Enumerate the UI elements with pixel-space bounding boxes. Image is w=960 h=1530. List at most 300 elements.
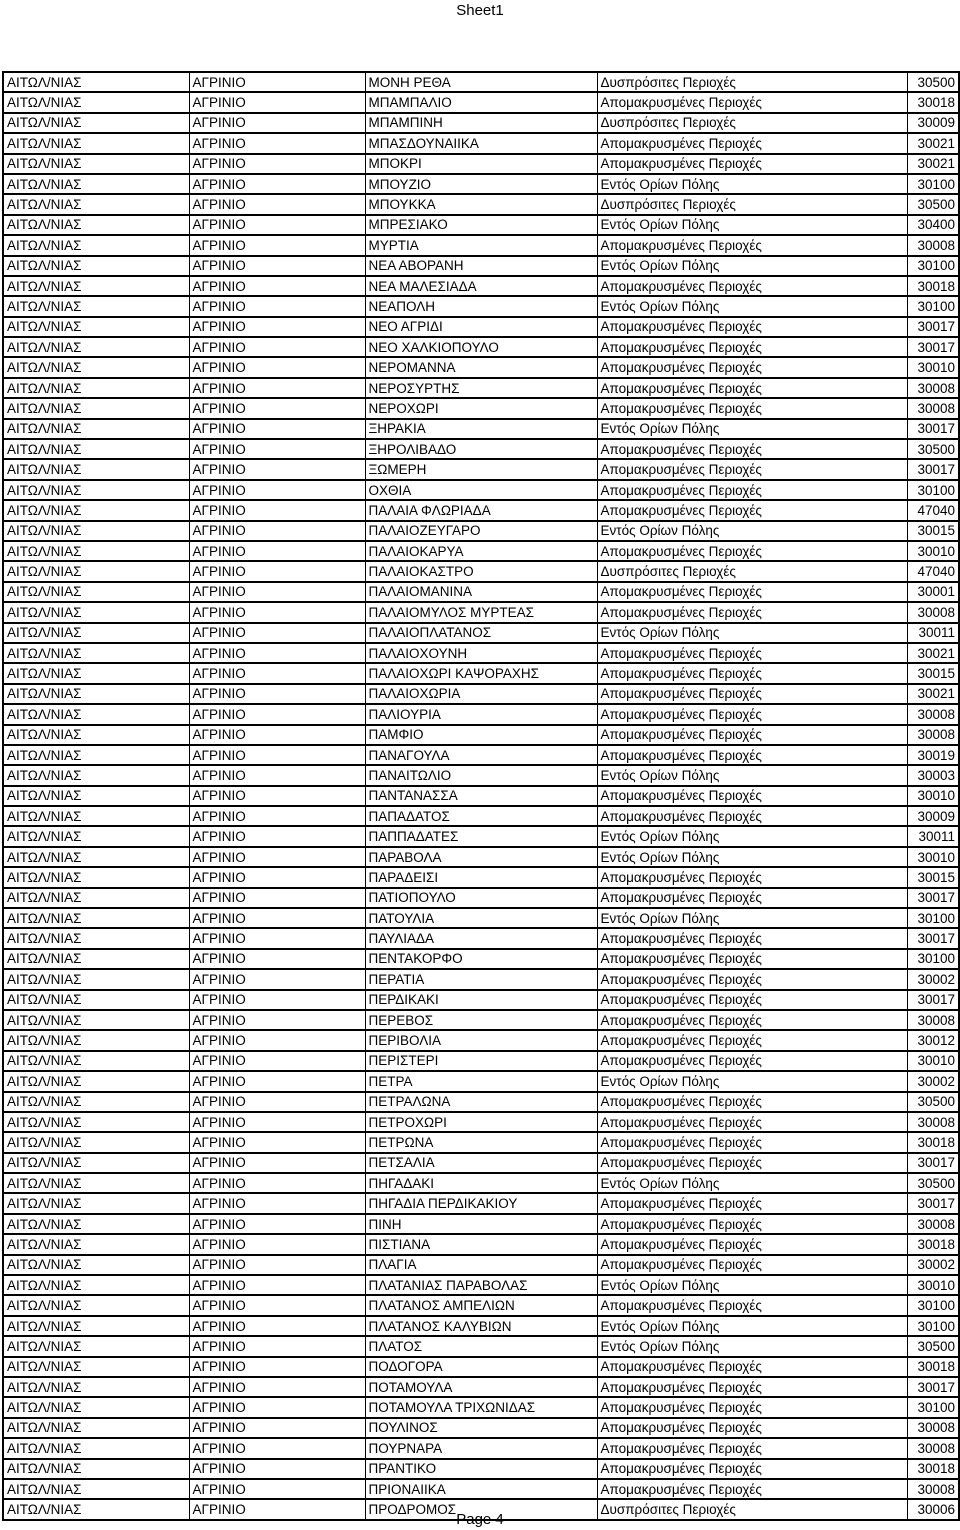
city-cell: ΑΓΡΙΝΙΟ bbox=[189, 1418, 365, 1438]
postal-code-cell: 30008 bbox=[907, 1479, 959, 1499]
prefecture-cell: ΑΙΤΩΛ/ΝΙΑΣ bbox=[3, 928, 189, 948]
prefecture-cell: ΑΙΤΩΛ/ΝΙΑΣ bbox=[3, 582, 189, 602]
city-cell: ΑΓΡΙΝΙΟ bbox=[189, 1357, 365, 1377]
postal-code-cell: 30100 bbox=[907, 174, 959, 194]
locality-cell: ΠΑΛΙΟΥΡΙΑ bbox=[365, 704, 597, 724]
prefecture-cell: ΑΙΤΩΛ/ΝΙΑΣ bbox=[3, 1051, 189, 1071]
postal-code-cell: 30017 bbox=[907, 317, 959, 337]
city-cell: ΑΓΡΙΝΙΟ bbox=[189, 643, 365, 663]
city-cell: ΑΓΡΙΝΙΟ bbox=[189, 296, 365, 316]
area-type-cell: Απομακρυσμένες Περιοχές bbox=[597, 684, 907, 704]
city-cell: ΑΓΡΙΝΙΟ bbox=[189, 235, 365, 255]
table-row bbox=[3, 439, 959, 459]
postal-code-cell: 30018 bbox=[907, 92, 959, 112]
locality-cell: ΠΟΥΛΙΝΟΣ bbox=[365, 1418, 597, 1438]
prefecture-cell: ΑΙΤΩΛ/ΝΙΑΣ bbox=[3, 541, 189, 561]
area-type-cell: Απομακρυσμένες Περιοχές bbox=[597, 663, 907, 683]
locality-cell: ΠΕΝΤΑΚΟΡΦΟ bbox=[365, 949, 597, 969]
locality-cell: ΠΗΓΑΔΙΑ ΠΕΡΔΙΚΑΚΙΟΥ bbox=[365, 1193, 597, 1213]
locality-cell: ΠΑΛΑΙΟΜΑΝΙΝΑ bbox=[365, 582, 597, 602]
table-row bbox=[3, 296, 959, 316]
area-type-cell: Απομακρυσμένες Περιοχές bbox=[597, 357, 907, 377]
table-row bbox=[3, 378, 959, 398]
area-type-cell: Εντός Ορίων Πόλης bbox=[597, 908, 907, 928]
table-row bbox=[3, 704, 959, 724]
locality-cell: ΠΕΡΑΤΙΑ bbox=[365, 969, 597, 989]
locality-cell: ΠΕΡΙΣΤΕΡΙ bbox=[365, 1051, 597, 1071]
prefecture-cell: ΑΙΤΩΛ/ΝΙΑΣ bbox=[3, 480, 189, 500]
area-type-cell: Δυσπρόσιτες Περιοχές bbox=[597, 194, 907, 214]
area-type-cell: Απομακρυσμένες Περιοχές bbox=[597, 276, 907, 296]
area-type-cell: Δυσπρόσιτες Περιοχές bbox=[597, 113, 907, 133]
postal-code-cell: 30002 bbox=[907, 1071, 959, 1091]
locality-cell: ΞΗΡΑΚΙΑ bbox=[365, 419, 597, 439]
city-cell: ΑΓΡΙΝΙΟ bbox=[189, 826, 365, 846]
city-cell: ΑΓΡΙΝΙΟ bbox=[189, 745, 365, 765]
prefecture-cell: ΑΙΤΩΛ/ΝΙΑΣ bbox=[3, 276, 189, 296]
city-cell: ΑΓΡΙΝΙΟ bbox=[189, 888, 365, 908]
city-cell: ΑΓΡΙΝΙΟ bbox=[189, 1255, 365, 1275]
postal-code-cell: 30003 bbox=[907, 765, 959, 785]
locality-cell: ΠΑΛΑΙΟΧΩΡΙ ΚΑΨΟΡΑΧΗΣ bbox=[365, 663, 597, 683]
table-row bbox=[3, 398, 959, 418]
locality-cell: ΠΕΡΙΒΟΛΙΑ bbox=[365, 1030, 597, 1050]
area-type-cell: Απομακρυσμένες Περιοχές bbox=[597, 928, 907, 948]
table-row bbox=[3, 256, 959, 276]
table-row bbox=[3, 1234, 959, 1254]
locality-cell: ΠΛΑΤΟΣ bbox=[365, 1336, 597, 1356]
postal-code-cell: 30017 bbox=[907, 459, 959, 479]
city-cell: ΑΓΡΙΝΙΟ bbox=[189, 1193, 365, 1213]
city-cell: ΑΓΡΙΝΙΟ bbox=[189, 1316, 365, 1336]
city-cell: ΑΓΡΙΝΙΟ bbox=[189, 1173, 365, 1193]
locality-cell: ΠΙΣΤΙΑΝΑ bbox=[365, 1234, 597, 1254]
city-cell: ΑΓΡΙΝΙΟ bbox=[189, 92, 365, 112]
area-type-cell: Απομακρυσμένες Περιοχές bbox=[597, 1193, 907, 1213]
city-cell: ΑΓΡΙΝΙΟ bbox=[189, 1112, 365, 1132]
locality-cell: ΝΕΟ ΑΓΡΙΔΙ bbox=[365, 317, 597, 337]
area-type-cell: Απομακρυσμένες Περιοχές bbox=[597, 1092, 907, 1112]
locality-cell: ΝΕΑ ΜΑΛΕΣΙΑΔΑ bbox=[365, 276, 597, 296]
area-type-cell: Εντός Ορίων Πόλης bbox=[597, 174, 907, 194]
area-type-cell: Δυσπρόσιτες Περιοχές bbox=[597, 561, 907, 581]
postal-code-cell: 30010 bbox=[907, 541, 959, 561]
table-row bbox=[3, 133, 959, 153]
locality-cell: ΠΑΜΦΙΟ bbox=[365, 725, 597, 745]
locality-cell: ΜΥΡΤΙΑ bbox=[365, 235, 597, 255]
city-cell: ΑΓΡΙΝΙΟ bbox=[189, 1234, 365, 1254]
city-cell: ΑΓΡΙΝΙΟ bbox=[189, 357, 365, 377]
prefecture-cell: ΑΙΤΩΛ/ΝΙΑΣ bbox=[3, 174, 189, 194]
city-cell: ΑΓΡΙΝΙΟ bbox=[189, 1010, 365, 1030]
postal-code-cell: 30100 bbox=[907, 480, 959, 500]
locality-cell: ΝΕΡΟΧΩΡΙ bbox=[365, 398, 597, 418]
table-row bbox=[3, 602, 959, 622]
prefecture-cell: ΑΙΤΩΛ/ΝΙΑΣ bbox=[3, 459, 189, 479]
postal-code-cell: 30021 bbox=[907, 684, 959, 704]
table-row bbox=[3, 337, 959, 357]
table-row bbox=[3, 72, 959, 92]
table-row bbox=[3, 1010, 959, 1030]
area-type-cell: Απομακρυσμένες Περιοχές bbox=[597, 1030, 907, 1050]
city-cell: ΑΓΡΙΝΙΟ bbox=[189, 1092, 365, 1112]
locality-cell: ΠΕΡΕΒΟΣ bbox=[365, 1010, 597, 1030]
city-cell: ΑΓΡΙΝΙΟ bbox=[189, 1051, 365, 1071]
prefecture-cell: ΑΙΤΩΛ/ΝΙΑΣ bbox=[3, 398, 189, 418]
prefecture-cell: ΑΙΤΩΛ/ΝΙΑΣ bbox=[3, 1438, 189, 1458]
locality-cell: ΠΕΤΡΑ bbox=[365, 1071, 597, 1091]
area-type-cell: Απομακρυσμένες Περιοχές bbox=[597, 317, 907, 337]
area-type-cell: Εντός Ορίων Πόλης bbox=[597, 256, 907, 276]
locality-cell: ΠΛΑΤΑΝΟΣ ΑΜΠΕΛΙΩΝ bbox=[365, 1295, 597, 1315]
prefecture-cell: ΑΙΤΩΛ/ΝΙΑΣ bbox=[3, 1316, 189, 1336]
postal-code-cell: 30018 bbox=[907, 1132, 959, 1152]
table-row bbox=[3, 1132, 959, 1152]
locality-cell: ΠΟΤΑΜΟΥΛΑ bbox=[365, 1377, 597, 1397]
area-type-cell: Εντός Ορίων Πόλης bbox=[597, 1275, 907, 1295]
area-type-cell: Εντός Ορίων Πόλης bbox=[597, 623, 907, 643]
locality-cell: ΜΠΟΥΖΙΟ bbox=[365, 174, 597, 194]
postal-code-cell: 30100 bbox=[907, 908, 959, 928]
prefecture-cell: ΑΙΤΩΛ/ΝΙΑΣ bbox=[3, 1275, 189, 1295]
table-row bbox=[3, 582, 959, 602]
city-cell: ΑΓΡΙΝΙΟ bbox=[189, 602, 365, 622]
prefecture-cell: ΑΙΤΩΛ/ΝΙΑΣ bbox=[3, 623, 189, 643]
table-row bbox=[3, 1418, 959, 1438]
city-cell: ΑΓΡΙΝΙΟ bbox=[189, 500, 365, 520]
locality-cell: ΝΕΡΟΣΥΡΤΗΣ bbox=[365, 378, 597, 398]
locality-cell: ΠΟΔΟΓΟΡΑ bbox=[365, 1357, 597, 1377]
table-row bbox=[3, 541, 959, 561]
postal-code-cell: 30011 bbox=[907, 623, 959, 643]
postal-code-cell: 30019 bbox=[907, 745, 959, 765]
prefecture-cell: ΑΙΤΩΛ/ΝΙΑΣ bbox=[3, 561, 189, 581]
city-cell: ΑΓΡΙΝΙΟ bbox=[189, 154, 365, 174]
prefecture-cell: ΑΙΤΩΛ/ΝΙΑΣ bbox=[3, 194, 189, 214]
area-type-cell: Απομακρυσμένες Περιοχές bbox=[597, 378, 907, 398]
locality-cell: ΠΑΡΑΔΕΙΣΙ bbox=[365, 867, 597, 887]
table-row bbox=[3, 1479, 959, 1499]
table-row bbox=[3, 725, 959, 745]
city-cell: ΑΓΡΙΝΙΟ bbox=[189, 378, 365, 398]
table-row bbox=[3, 276, 959, 296]
postal-code-cell: 30100 bbox=[907, 1295, 959, 1315]
table-row bbox=[3, 1112, 959, 1132]
locality-cell: ΠΕΤΡΩΝΑ bbox=[365, 1132, 597, 1152]
table-row bbox=[3, 113, 959, 133]
table-row bbox=[3, 949, 959, 969]
locality-cell: ΝΕΟ ΧΑΛΚΙΟΠΟΥΛΟ bbox=[365, 337, 597, 357]
city-cell: ΑΓΡΙΝΙΟ bbox=[189, 908, 365, 928]
postal-code-cell: 30015 bbox=[907, 663, 959, 683]
city-cell: ΑΓΡΙΝΙΟ bbox=[189, 1438, 365, 1458]
table-row bbox=[3, 928, 959, 948]
prefecture-cell: ΑΙΤΩΛ/ΝΙΑΣ bbox=[3, 133, 189, 153]
postal-code-cell: 30018 bbox=[907, 1357, 959, 1377]
city-cell: ΑΓΡΙΝΙΟ bbox=[189, 725, 365, 745]
page-footer: Page 4 bbox=[456, 1511, 504, 1528]
area-type-cell: Απομακρυσμένες Περιοχές bbox=[597, 1112, 907, 1132]
area-type-cell: Απομακρυσμένες Περιοχές bbox=[597, 1153, 907, 1173]
postal-code-cell: 30008 bbox=[907, 1438, 959, 1458]
postal-code-cell: 47040 bbox=[907, 561, 959, 581]
city-cell: ΑΓΡΙΝΙΟ bbox=[189, 419, 365, 439]
postal-code-cell: 30500 bbox=[907, 439, 959, 459]
postal-code-cell: 30500 bbox=[907, 194, 959, 214]
area-type-cell: Δυσπρόσιτες Περιοχές bbox=[597, 1499, 907, 1519]
prefecture-cell: ΑΙΤΩΛ/ΝΙΑΣ bbox=[3, 704, 189, 724]
table-row bbox=[3, 847, 959, 867]
area-type-cell: Απομακρυσμένες Περιοχές bbox=[597, 1377, 907, 1397]
table-row bbox=[3, 1051, 959, 1071]
postal-code-cell: 30017 bbox=[907, 419, 959, 439]
city-cell: ΑΓΡΙΝΙΟ bbox=[189, 72, 365, 92]
prefecture-cell: ΑΙΤΩΛ/ΝΙΑΣ bbox=[3, 1132, 189, 1152]
prefecture-cell: ΑΙΤΩΛ/ΝΙΑΣ bbox=[3, 439, 189, 459]
locality-cell: ΜΠΟΚΡΙ bbox=[365, 154, 597, 174]
area-type-cell: Απομακρυσμένες Περιοχές bbox=[597, 786, 907, 806]
city-cell: ΑΓΡΙΝΙΟ bbox=[189, 1377, 365, 1397]
locality-cell: ΞΗΡΟΛΙΒΑΔΟ bbox=[365, 439, 597, 459]
locality-cell: ΠΡΙΟΝΑΙΙΚΑ bbox=[365, 1479, 597, 1499]
area-type-cell: Απομακρυσμένες Περιοχές bbox=[597, 990, 907, 1010]
postal-code-cell: 30017 bbox=[907, 990, 959, 1010]
area-type-cell: Απομακρυσμένες Περιοχές bbox=[597, 1010, 907, 1030]
table-row bbox=[3, 1255, 959, 1275]
table-row bbox=[3, 1092, 959, 1112]
city-cell: ΑΓΡΙΝΙΟ bbox=[189, 765, 365, 785]
postal-code-cell: 30008 bbox=[907, 1010, 959, 1030]
table-row bbox=[3, 521, 959, 541]
prefecture-cell: ΑΙΤΩΛ/ΝΙΑΣ bbox=[3, 990, 189, 1010]
area-type-cell: Απομακρυσμένες Περιοχές bbox=[597, 154, 907, 174]
area-type-cell: Απομακρυσμένες Περιοχές bbox=[597, 1397, 907, 1417]
prefecture-cell: ΑΙΤΩΛ/ΝΙΑΣ bbox=[3, 1336, 189, 1356]
table-row bbox=[3, 1275, 959, 1295]
prefecture-cell: ΑΙΤΩΛ/ΝΙΑΣ bbox=[3, 154, 189, 174]
table-row bbox=[3, 786, 959, 806]
prefecture-cell: ΑΙΤΩΛ/ΝΙΑΣ bbox=[3, 745, 189, 765]
city-cell: ΑΓΡΙΝΙΟ bbox=[189, 806, 365, 826]
locality-cell: ΠΑΝΑΙΤΩΛΙΟ bbox=[365, 765, 597, 785]
table-row bbox=[3, 1030, 959, 1050]
prefecture-cell: ΑΙΤΩΛ/ΝΙΑΣ bbox=[3, 1214, 189, 1234]
prefecture-cell: ΑΙΤΩΛ/ΝΙΑΣ bbox=[3, 888, 189, 908]
postal-code-cell: 47040 bbox=[907, 500, 959, 520]
table-row bbox=[3, 969, 959, 989]
locality-cell: ΠΟΥΡΝΑΡΑ bbox=[365, 1438, 597, 1458]
table-row bbox=[3, 357, 959, 377]
city-cell: ΑΓΡΙΝΙΟ bbox=[189, 1499, 365, 1519]
area-type-cell: Εντός Ορίων Πόλης bbox=[597, 1173, 907, 1193]
city-cell: ΑΓΡΙΝΙΟ bbox=[189, 786, 365, 806]
prefecture-cell: ΑΙΤΩΛ/ΝΙΑΣ bbox=[3, 296, 189, 316]
prefecture-cell: ΑΙΤΩΛ/ΝΙΑΣ bbox=[3, 235, 189, 255]
postal-code-cell: 30100 bbox=[907, 1397, 959, 1417]
area-type-cell: Εντός Ορίων Πόλης bbox=[597, 296, 907, 316]
prefecture-cell: ΑΙΤΩΛ/ΝΙΑΣ bbox=[3, 826, 189, 846]
table-row bbox=[3, 317, 959, 337]
city-cell: ΑΓΡΙΝΙΟ bbox=[189, 1295, 365, 1315]
table-row bbox=[3, 1295, 959, 1315]
city-cell: ΑΓΡΙΝΙΟ bbox=[189, 1132, 365, 1152]
prefecture-cell: ΑΙΤΩΛ/ΝΙΑΣ bbox=[3, 847, 189, 867]
table-row bbox=[3, 1071, 959, 1091]
city-cell: ΑΓΡΙΝΙΟ bbox=[189, 1214, 365, 1234]
prefecture-cell: ΑΙΤΩΛ/ΝΙΑΣ bbox=[3, 1153, 189, 1173]
prefecture-cell: ΑΙΤΩΛ/ΝΙΑΣ bbox=[3, 1173, 189, 1193]
postal-code-cell: 30011 bbox=[907, 826, 959, 846]
postal-code-cell: 30010 bbox=[907, 847, 959, 867]
locality-cell: ΠΑΛΑΙΟΧΩΡΙΑ bbox=[365, 684, 597, 704]
area-type-cell: Εντός Ορίων Πόλης bbox=[597, 1316, 907, 1336]
postal-code-cell: 30001 bbox=[907, 582, 959, 602]
table-row bbox=[3, 765, 959, 785]
locality-cell: ΠΑΛΑΙΑ ΦΛΩΡΙΑΔΑ bbox=[365, 500, 597, 520]
table-row bbox=[3, 174, 959, 194]
area-type-cell: Απομακρυσμένες Περιοχές bbox=[597, 602, 907, 622]
area-type-cell: Απομακρυσμένες Περιοχές bbox=[597, 806, 907, 826]
city-cell: ΑΓΡΙΝΙΟ bbox=[189, 561, 365, 581]
prefecture-cell: ΑΙΤΩΛ/ΝΙΑΣ bbox=[3, 1193, 189, 1213]
prefecture-cell: ΑΙΤΩΛ/ΝΙΑΣ bbox=[3, 357, 189, 377]
city-cell: ΑΓΡΙΝΙΟ bbox=[189, 337, 365, 357]
locality-cell: ΞΩΜΕΡΗ bbox=[365, 459, 597, 479]
postal-code-cell: 30010 bbox=[907, 1275, 959, 1295]
locality-cell: ΠΑΥΛΙΑΔΑ bbox=[365, 928, 597, 948]
prefecture-cell: ΑΙΤΩΛ/ΝΙΑΣ bbox=[3, 1418, 189, 1438]
table-row bbox=[3, 1438, 959, 1458]
area-type-cell: Απομακρυσμένες Περιοχές bbox=[597, 337, 907, 357]
postal-code-cell: 30017 bbox=[907, 337, 959, 357]
postal-code-cell: 30021 bbox=[907, 133, 959, 153]
table-row bbox=[3, 663, 959, 683]
city-cell: ΑΓΡΙΝΙΟ bbox=[189, 1479, 365, 1499]
table-row bbox=[3, 990, 959, 1010]
locality-cell: ΠΕΡΔΙΚΑΚΙ bbox=[365, 990, 597, 1010]
area-type-cell: Απομακρυσμένες Περιοχές bbox=[597, 92, 907, 112]
locality-cell: ΠΑΛΑΙΟΖΕΥΓΑΡΟ bbox=[365, 521, 597, 541]
locality-cell: ΠΑΛΑΙΟΚΑΣΤΡΟ bbox=[365, 561, 597, 581]
table-row bbox=[3, 1357, 959, 1377]
city-cell: ΑΓΡΙΝΙΟ bbox=[189, 317, 365, 337]
postal-code-cell: 30008 bbox=[907, 235, 959, 255]
area-type-cell: Εντός Ορίων Πόλης bbox=[597, 765, 907, 785]
postal-code-cell: 30002 bbox=[907, 1255, 959, 1275]
locality-cell: ΠΕΤΡΑΛΩΝΑ bbox=[365, 1092, 597, 1112]
data-table bbox=[2, 71, 960, 1521]
prefecture-cell: ΑΙΤΩΛ/ΝΙΑΣ bbox=[3, 806, 189, 826]
locality-cell: ΜΠΑΣΔΟΥΝΑΙΙΚΑ bbox=[365, 133, 597, 153]
table-row bbox=[3, 1377, 959, 1397]
area-type-cell: Απομακρυσμένες Περιοχές bbox=[597, 1357, 907, 1377]
postal-code-cell: 30015 bbox=[907, 867, 959, 887]
postal-code-cell: 30006 bbox=[907, 1499, 959, 1519]
area-type-cell: Εντός Ορίων Πόλης bbox=[597, 419, 907, 439]
area-type-cell: Απομακρυσμένες Περιοχές bbox=[597, 459, 907, 479]
postal-code-cell: 30100 bbox=[907, 296, 959, 316]
postal-code-cell: 30015 bbox=[907, 521, 959, 541]
area-type-cell: Απομακρυσμένες Περιοχές bbox=[597, 1132, 907, 1152]
prefecture-cell: ΑΙΤΩΛ/ΝΙΑΣ bbox=[3, 1030, 189, 1050]
postal-code-cell: 30008 bbox=[907, 704, 959, 724]
locality-cell: ΠΛΑΓΙΑ bbox=[365, 1255, 597, 1275]
table-row bbox=[3, 623, 959, 643]
postal-code-cell: 30010 bbox=[907, 1051, 959, 1071]
area-type-cell: Απομακρυσμένες Περιοχές bbox=[597, 1234, 907, 1254]
area-type-cell: Απομακρυσμένες Περιοχές bbox=[597, 1438, 907, 1458]
postal-code-cell: 30018 bbox=[907, 276, 959, 296]
city-cell: ΑΓΡΙΝΙΟ bbox=[189, 582, 365, 602]
city-cell: ΑΓΡΙΝΙΟ bbox=[189, 623, 365, 643]
locality-cell: ΠΕΤΡΟΧΩΡΙ bbox=[365, 1112, 597, 1132]
table-row bbox=[3, 154, 959, 174]
table-row bbox=[3, 908, 959, 928]
city-cell: ΑΓΡΙΝΙΟ bbox=[189, 439, 365, 459]
table-row bbox=[3, 1336, 959, 1356]
city-cell: ΑΓΡΙΝΙΟ bbox=[189, 1336, 365, 1356]
postal-code-cell: 30500 bbox=[907, 1336, 959, 1356]
prefecture-cell: ΑΙΤΩΛ/ΝΙΑΣ bbox=[3, 949, 189, 969]
city-cell: ΑΓΡΙΝΙΟ bbox=[189, 1459, 365, 1479]
prefecture-cell: ΑΙΤΩΛ/ΝΙΑΣ bbox=[3, 1112, 189, 1132]
postal-code-cell: 30010 bbox=[907, 357, 959, 377]
city-cell: ΑΓΡΙΝΙΟ bbox=[189, 113, 365, 133]
postal-code-cell: 30017 bbox=[907, 888, 959, 908]
city-cell: ΑΓΡΙΝΙΟ bbox=[189, 663, 365, 683]
table-row bbox=[3, 480, 959, 500]
locality-cell: ΠΑΛΑΙΟΚΑΡΥΑ bbox=[365, 541, 597, 561]
city-cell: ΑΓΡΙΝΙΟ bbox=[189, 174, 365, 194]
prefecture-cell: ΑΙΤΩΛ/ΝΙΑΣ bbox=[3, 602, 189, 622]
table-row bbox=[3, 215, 959, 235]
city-cell: ΑΓΡΙΝΙΟ bbox=[189, 1397, 365, 1417]
postal-code-cell: 30500 bbox=[907, 72, 959, 92]
postal-code-cell: 30008 bbox=[907, 725, 959, 745]
city-cell: ΑΓΡΙΝΙΟ bbox=[189, 969, 365, 989]
locality-cell: ΠΑΛΑΙΟΜΥΛΟΣ ΜΥΡΤΕΑΣ bbox=[365, 602, 597, 622]
locality-cell: ΜΠΑΜΠΑΛΙΟ bbox=[365, 92, 597, 112]
prefecture-cell: ΑΙΤΩΛ/ΝΙΑΣ bbox=[3, 1499, 189, 1519]
locality-cell: ΠΟΤΑΜΟΥΛΑ ΤΡΙΧΩΝΙΔΑΣ bbox=[365, 1397, 597, 1417]
prefecture-cell: ΑΙΤΩΛ/ΝΙΑΣ bbox=[3, 684, 189, 704]
city-cell: ΑΓΡΙΝΙΟ bbox=[189, 1275, 365, 1295]
table-row bbox=[3, 500, 959, 520]
sheet-title: Sheet1 bbox=[456, 2, 504, 19]
locality-cell: ΠΑΝΤΑΝΑΣΣΑ bbox=[365, 786, 597, 806]
table-row bbox=[3, 1397, 959, 1417]
locality-cell: ΜΠΑΜΠΙΝΗ bbox=[365, 113, 597, 133]
postal-code-cell: 30100 bbox=[907, 1316, 959, 1336]
city-cell: ΑΓΡΙΝΙΟ bbox=[189, 684, 365, 704]
area-type-cell: Δυσπρόσιτες Περιοχές bbox=[597, 72, 907, 92]
postal-code-cell: 30008 bbox=[907, 602, 959, 622]
area-type-cell: Απομακρυσμένες Περιοχές bbox=[597, 500, 907, 520]
locality-cell: ΠΑΠΠΑΔΑΤΕΣ bbox=[365, 826, 597, 846]
locality-cell: ΠΕΤΣΑΛΙΑ bbox=[365, 1153, 597, 1173]
postal-code-cell: 30021 bbox=[907, 643, 959, 663]
prefecture-cell: ΑΙΤΩΛ/ΝΙΑΣ bbox=[3, 378, 189, 398]
locality-cell: ΝΕΡΟΜΑΝΝΑ bbox=[365, 357, 597, 377]
prefecture-cell: ΑΙΤΩΛ/ΝΙΑΣ bbox=[3, 419, 189, 439]
postal-code-cell: 30008 bbox=[907, 398, 959, 418]
prefecture-cell: ΑΙΤΩΛ/ΝΙΑΣ bbox=[3, 1377, 189, 1397]
table-row bbox=[3, 419, 959, 439]
table-row bbox=[3, 459, 959, 479]
city-cell: ΑΓΡΙΝΙΟ bbox=[189, 276, 365, 296]
locality-cell: ΠΑΠΑΔΑΤΟΣ bbox=[365, 806, 597, 826]
postal-code-cell: 30002 bbox=[907, 969, 959, 989]
